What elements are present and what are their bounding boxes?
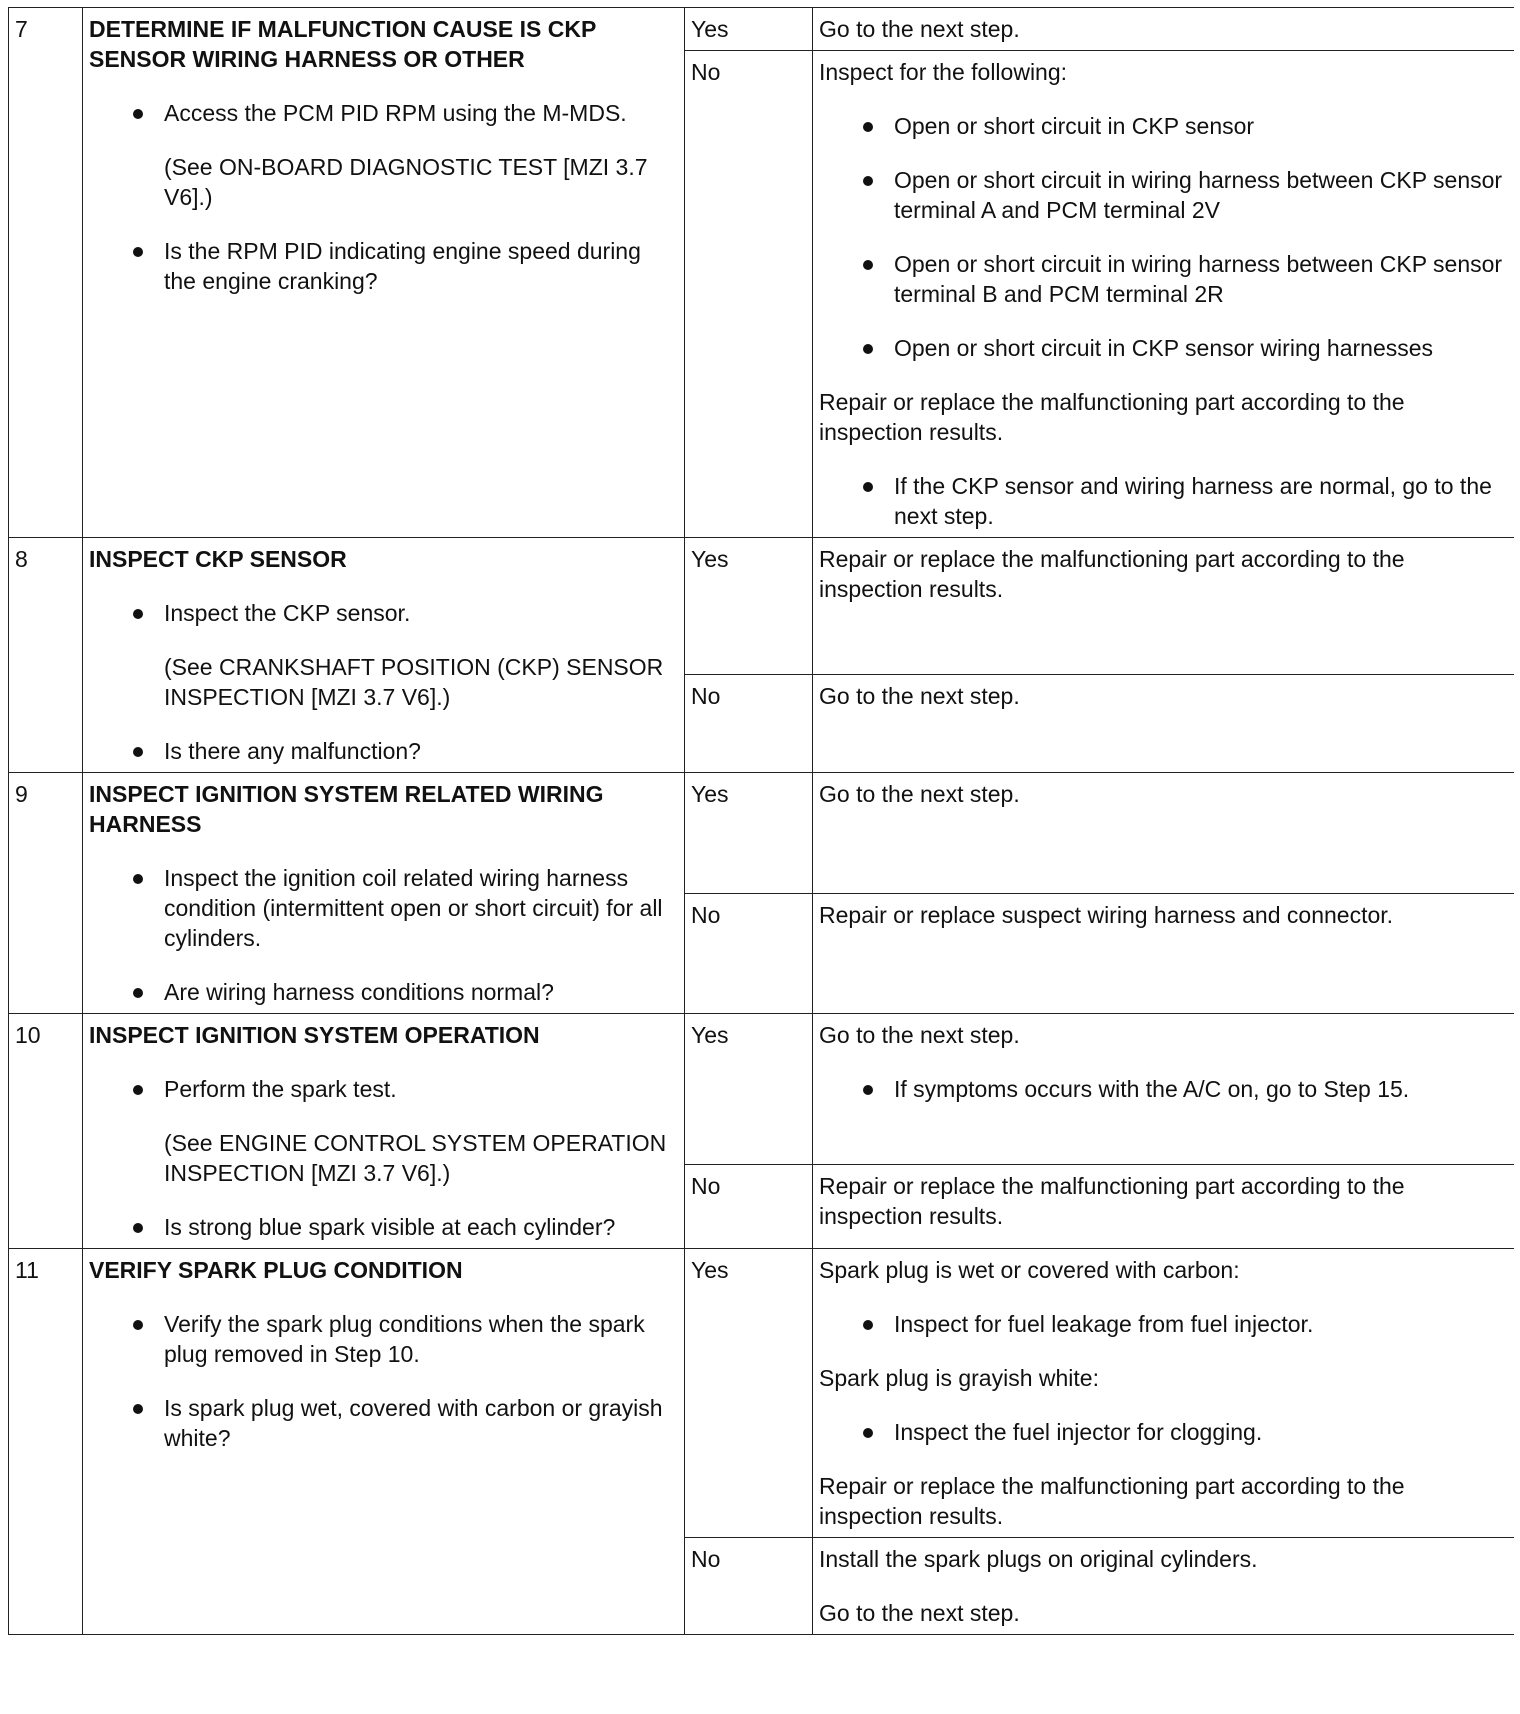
- step-row: [9, 1014, 1515, 1165]
- condition-action: Inspect for fuel leakage from fuel injector.: [819, 1309, 1509, 1339]
- condition-case: Spark plug is grayish white:: [819, 1365, 1099, 1391]
- no-action: Repair or replace suspect wiring harness and connector.: [813, 894, 1515, 1014]
- no-action: [813, 51, 1515, 538]
- step-bullet: Inspect the CKP sensor.: [89, 598, 679, 628]
- step-description: [83, 773, 685, 1014]
- step-bullet: Inspect the ignition coil related wiring harness condition (intermittent open or short circuit) for all cylinders.: [89, 863, 679, 953]
- step-question: Is there any malfunction?: [89, 736, 679, 766]
- diagnostic-table: [8, 7, 1514, 1635]
- step-row: [9, 538, 1515, 675]
- no-intro: Inspect for the following:: [819, 59, 1068, 85]
- no-action: Repair or replace the malfunctioning part according to the inspection results.: [813, 1165, 1515, 1249]
- yes-label: Yes: [685, 1014, 813, 1165]
- yes-action-item: If symptoms occurs with the A/C on, go to Step 15.: [819, 1074, 1509, 1104]
- step-row: [9, 1249, 1515, 1538]
- yes-action-text: Go to the next step.: [819, 1022, 1020, 1048]
- condition-case: Spark plug is wet or covered with carbon:: [819, 1257, 1240, 1283]
- step-reference-note: (See ENGINE CONTROL SYSTEM OPERATION INSPECTION [MZI 3.7 V6].): [164, 1130, 667, 1186]
- no-action: [813, 1538, 1515, 1635]
- step-description: [83, 538, 685, 773]
- yes-label: Yes: [685, 8, 813, 51]
- repair-instruction: Repair or replace the malfunctioning part according to the inspection results.: [819, 389, 1405, 445]
- inspection-item: If the CKP sensor and wiring harness are normal, go to the next step.: [819, 471, 1509, 531]
- step-heading: VERIFY SPARK PLUG CONDITION: [89, 1257, 463, 1283]
- yes-action: [813, 1249, 1515, 1538]
- troubleshooting-page: [8, 7, 1514, 1710]
- no-action: Go to the next step.: [813, 675, 1515, 773]
- step-heading: INSPECT IGNITION SYSTEM RELATED WIRING HARNESS: [89, 781, 604, 837]
- step-description: [83, 1249, 685, 1635]
- yes-action: Repair or replace the malfunctioning part according to the inspection results.: [813, 538, 1515, 675]
- yes-action: Go to the next step.: [813, 773, 1515, 894]
- step-question: Is strong blue spark visible at each cylinder?: [89, 1212, 679, 1242]
- inspection-item: Open or short circuit in CKP sensor wiring harnesses: [819, 333, 1509, 363]
- step-row: [9, 773, 1515, 894]
- yes-action: Go to the next step.: [813, 8, 1515, 51]
- yes-label: Yes: [685, 773, 813, 894]
- step-number: 7: [9, 8, 83, 538]
- yes-label: Yes: [685, 1249, 813, 1538]
- step-row: [9, 8, 1515, 51]
- step-heading: DETERMINE IF MALFUNCTION CAUSE IS CKP SENSOR WIRING HARNESS OR OTHER: [89, 16, 596, 72]
- no-action-text: Install the spark plugs on original cylinders.: [819, 1546, 1258, 1572]
- step-description: [83, 1014, 685, 1249]
- step-question: Are wiring harness conditions normal?: [89, 977, 679, 1007]
- step-bullet: Access the PCM PID RPM using the M-MDS.: [89, 98, 679, 128]
- no-label: No: [685, 894, 813, 1014]
- no-label: No: [685, 1165, 813, 1249]
- step-number: 9: [9, 773, 83, 1014]
- condition-action: Inspect the fuel injector for clogging.: [819, 1417, 1509, 1447]
- no-label: No: [685, 51, 813, 538]
- inspection-item: Open or short circuit in wiring harness between CKP sensor terminal B and PCM terminal 2R: [819, 249, 1509, 309]
- step-number: 8: [9, 538, 83, 773]
- step-reference-note: (See ON-BOARD DIAGNOSTIC TEST [MZI 3.7 V6].): [164, 154, 648, 210]
- no-label: No: [685, 675, 813, 773]
- no-label: No: [685, 1538, 813, 1635]
- step-number: 11: [9, 1249, 83, 1635]
- step-heading: INSPECT IGNITION SYSTEM OPERATION: [89, 1022, 540, 1048]
- step-number: 10: [9, 1014, 83, 1249]
- step-bullet: Verify the spark plug conditions when the spark plug removed in Step 10.: [89, 1309, 679, 1369]
- yes-action: [813, 1014, 1515, 1165]
- step-bullet: Perform the spark test.: [89, 1074, 679, 1104]
- step-reference-note: (See CRANKSHAFT POSITION (CKP) SENSOR INSPECTION [MZI 3.7 V6].): [164, 654, 664, 710]
- inspection-item: Open or short circuit in CKP sensor: [819, 111, 1509, 141]
- step-question: Is the RPM PID indicating engine speed during the engine cranking?: [89, 236, 679, 296]
- no-action-text: Go to the next step.: [819, 1600, 1020, 1626]
- repair-instruction: Repair or replace the malfunctioning part according to the inspection results.: [819, 1473, 1405, 1529]
- inspection-item: Open or short circuit in wiring harness between CKP sensor terminal A and PCM terminal 2V: [819, 165, 1509, 225]
- yes-label: Yes: [685, 538, 813, 675]
- step-heading: INSPECT CKP SENSOR: [89, 546, 347, 572]
- step-question: Is spark plug wet, covered with carbon or grayish white?: [89, 1393, 679, 1453]
- step-description: [83, 8, 685, 538]
